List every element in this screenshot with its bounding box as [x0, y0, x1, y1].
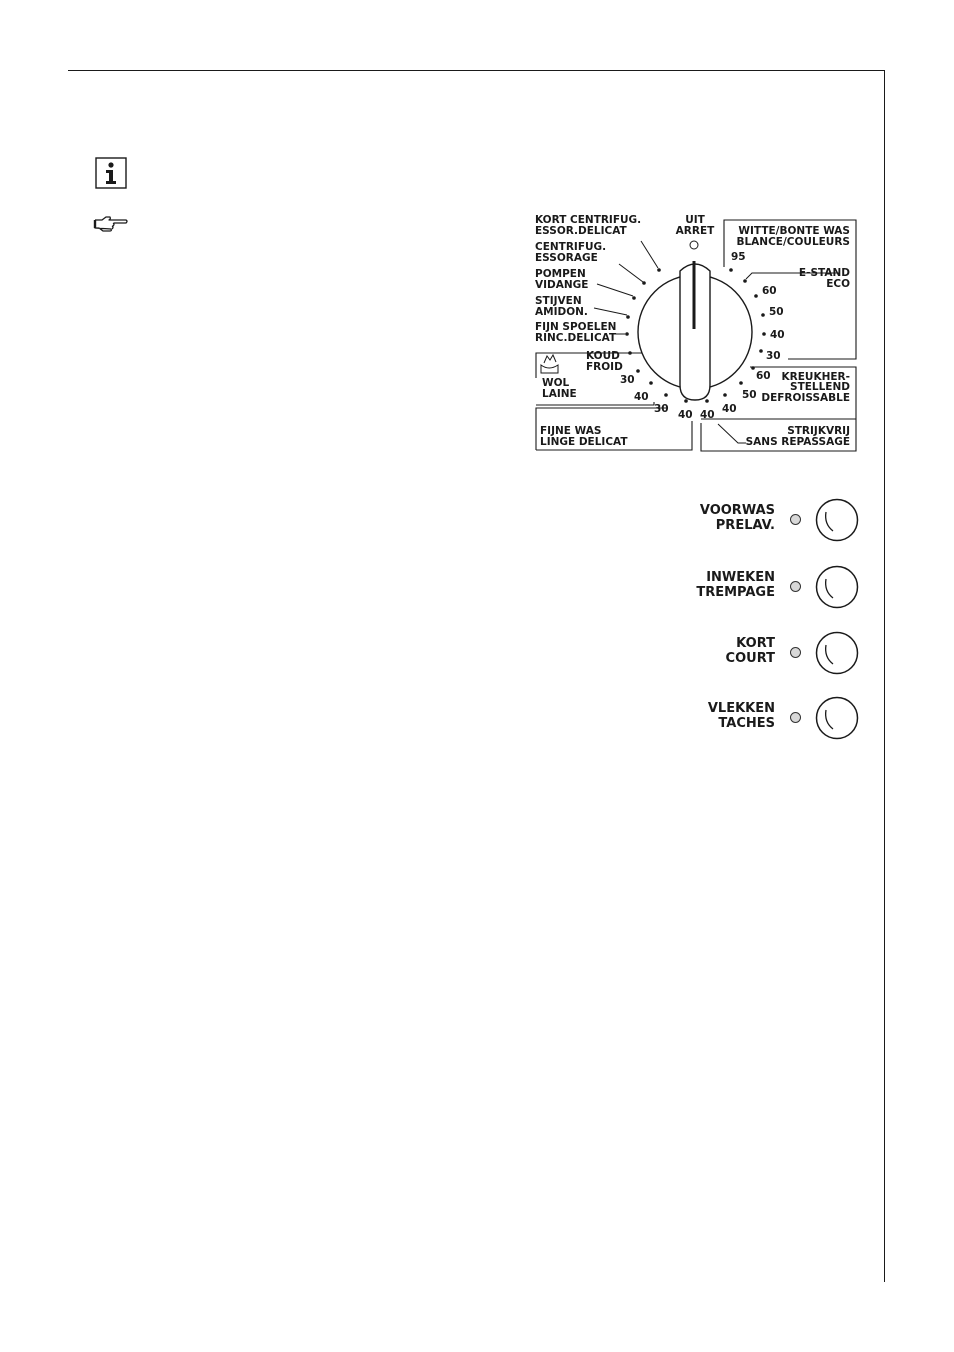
label-cold-fr: FROID	[586, 361, 623, 373]
pointing-hand-icon	[93, 215, 129, 233]
white-temp-40: 40	[770, 329, 785, 341]
option-label-fr: PRELAV.	[715, 518, 775, 533]
option-label-nl: VLEKKEN	[707, 701, 775, 716]
option-label-nl: VOORWAS	[699, 503, 775, 518]
program-dial-panel	[520, 205, 865, 460]
option-short	[660, 631, 865, 677]
delicate-temp-40: 40	[678, 409, 693, 421]
white-temp-60: 60	[762, 285, 777, 297]
option-label-nl: INWEKEN	[706, 570, 775, 585]
label-crease-fr: DEFROISSABLE	[761, 392, 850, 404]
option-soak	[660, 565, 865, 611]
label-off-nl: UIT	[685, 214, 705, 226]
label-no-iron-nl: STRIJKVRIJ	[787, 425, 850, 437]
crease-temp-60: 60	[756, 370, 771, 382]
label-starch-nl: STIJVEN	[535, 295, 582, 307]
label-eco-fr: ECO	[826, 278, 850, 290]
stains-button[interactable]	[815, 696, 859, 740]
label-wool-fr: LAINE	[542, 388, 577, 400]
label-short-spin-fr: ESSOR.DELICAT	[535, 225, 627, 237]
hand-wash-icon	[541, 355, 558, 373]
option-label-nl: KORT	[736, 636, 775, 651]
label-cold-nl: KOUD	[586, 350, 620, 362]
option-label-fr: TREMPAGE	[696, 585, 775, 600]
right-rule	[884, 70, 885, 1282]
label-white-colour-nl: WITTE/BONTE WAS	[738, 225, 850, 237]
label-delicate-nl: FIJNE WAS	[540, 425, 602, 437]
soak-button[interactable]	[815, 565, 859, 609]
label-starch-fr: AMIDON.	[535, 306, 588, 318]
label-white-colour-fr: BLANCE/COULEURS	[736, 236, 850, 248]
label-delicate-fr: LINGE DELICAT	[540, 436, 628, 448]
label-crease-nl-1: KREUKHER-	[781, 371, 850, 383]
label-no-iron-fr: SANS REPASSAGE	[745, 436, 850, 448]
label-spin-fr: ESSORAGE	[535, 252, 598, 264]
option-label-fr: TACHES	[718, 716, 775, 731]
soak-indicator-light	[790, 581, 801, 592]
label-eco-nl: E-STAND	[798, 267, 850, 279]
crease-temp-40: 40	[722, 403, 737, 415]
label-drain-nl: POMPEN	[535, 268, 586, 280]
option-prewash	[660, 498, 865, 544]
label-short-spin-nl: KORT CENTRIFUG.	[535, 214, 642, 226]
label-wool-nl: WOL	[542, 377, 570, 389]
top-rule	[68, 70, 885, 71]
label-crease-nl-2: STELLEND	[790, 381, 850, 393]
prewash-button[interactable]	[815, 498, 859, 542]
off-marker	[690, 241, 698, 249]
white-temp-50: 50	[769, 306, 784, 318]
label-drain-fr: VIDANGE	[535, 279, 589, 291]
label-rinse-fr: RINC.DELICAT	[535, 332, 617, 344]
label-off-fr: ARRET	[675, 225, 715, 237]
white-temp-30: 30	[766, 350, 781, 362]
short-button[interactable]	[815, 631, 859, 675]
prewash-indicator-light	[790, 514, 801, 525]
wool-temp-40: 40	[634, 391, 649, 403]
stains-indicator-light	[790, 712, 801, 723]
info-icon	[95, 157, 127, 189]
short-indicator-light	[790, 647, 801, 658]
label-rinse-nl: FIJN SPOELEN	[535, 321, 617, 333]
crease-temp-50: 50	[742, 389, 757, 401]
option-stains	[660, 696, 865, 742]
option-label-fr: COURT	[725, 651, 775, 666]
white-temp-95: 95	[731, 251, 746, 263]
wool-temp-30: 30	[620, 374, 635, 386]
label-spin-nl: CENTRIFUG.	[535, 241, 607, 253]
no-iron-temp-40: 40	[700, 409, 715, 421]
delicate-temp-30: 30	[654, 403, 669, 415]
